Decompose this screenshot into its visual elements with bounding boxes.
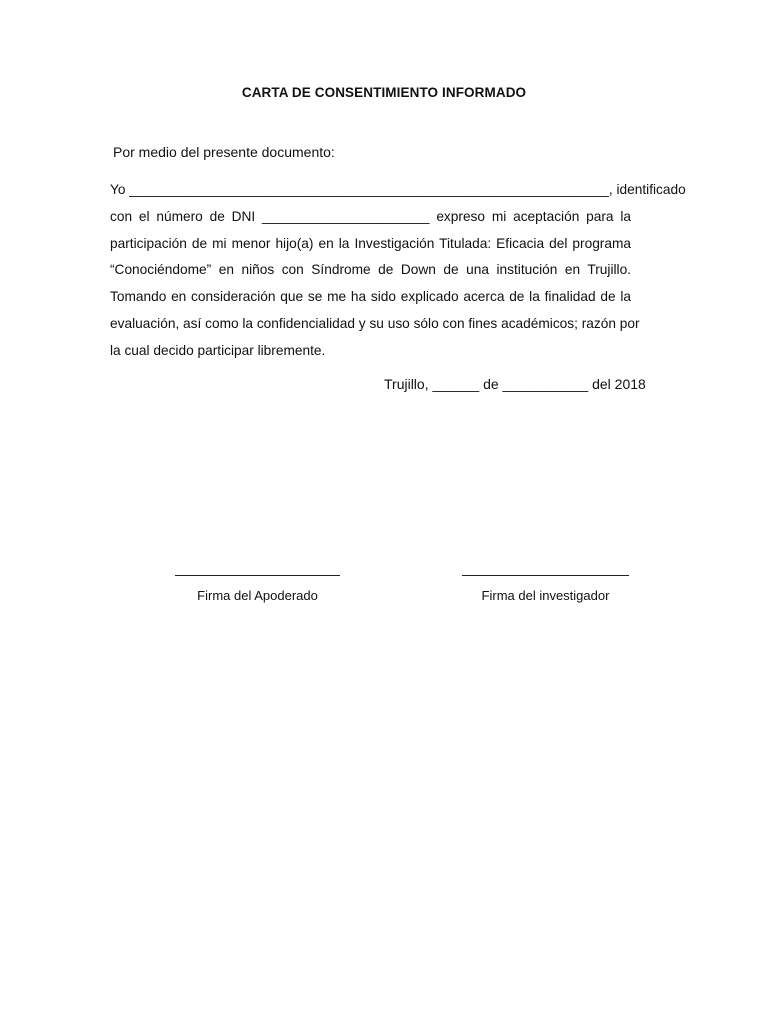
document-title: CARTA DE CONSENTIMIENTO INFORMADO bbox=[241, 85, 527, 100]
guardian-signature-line bbox=[175, 575, 340, 576]
guardian-signature-label: Firma del Apoderado bbox=[197, 588, 318, 603]
paragraph-line: Tomando en consideración que se me ha sido explicado acerca de la finalidad de la bbox=[110, 289, 631, 305]
paragraph-line: “Conociéndome” en niños con Síndrome de Down de una institución en Trujillo. bbox=[110, 262, 631, 278]
paragraph-line: con el número de DNI ______________________ expreso mi aceptación para la bbox=[110, 208, 631, 224]
investigator-signature-line bbox=[462, 575, 629, 576]
paragraph-line: participación de mi menor hijo(a) en la Investigación Titulada: Eficacia del programa bbox=[110, 235, 631, 251]
paragraph-line: Yo _______________________________________________________________, identificado bbox=[110, 182, 686, 197]
paragraph-line: evaluación, así como la confidencialidad y su uso sólo con fines académicos; razón por bbox=[110, 315, 640, 331]
intro-text: Por medio del presente documento: bbox=[113, 144, 335, 160]
paragraph-line: la cual decido participar libremente. bbox=[110, 342, 326, 358]
date-line: Trujillo, ______ de ___________ del 2018 bbox=[384, 376, 646, 392]
investigator-signature-label: Firma del investigador bbox=[481, 588, 610, 603]
consent-paragraph bbox=[110, 177, 686, 365]
